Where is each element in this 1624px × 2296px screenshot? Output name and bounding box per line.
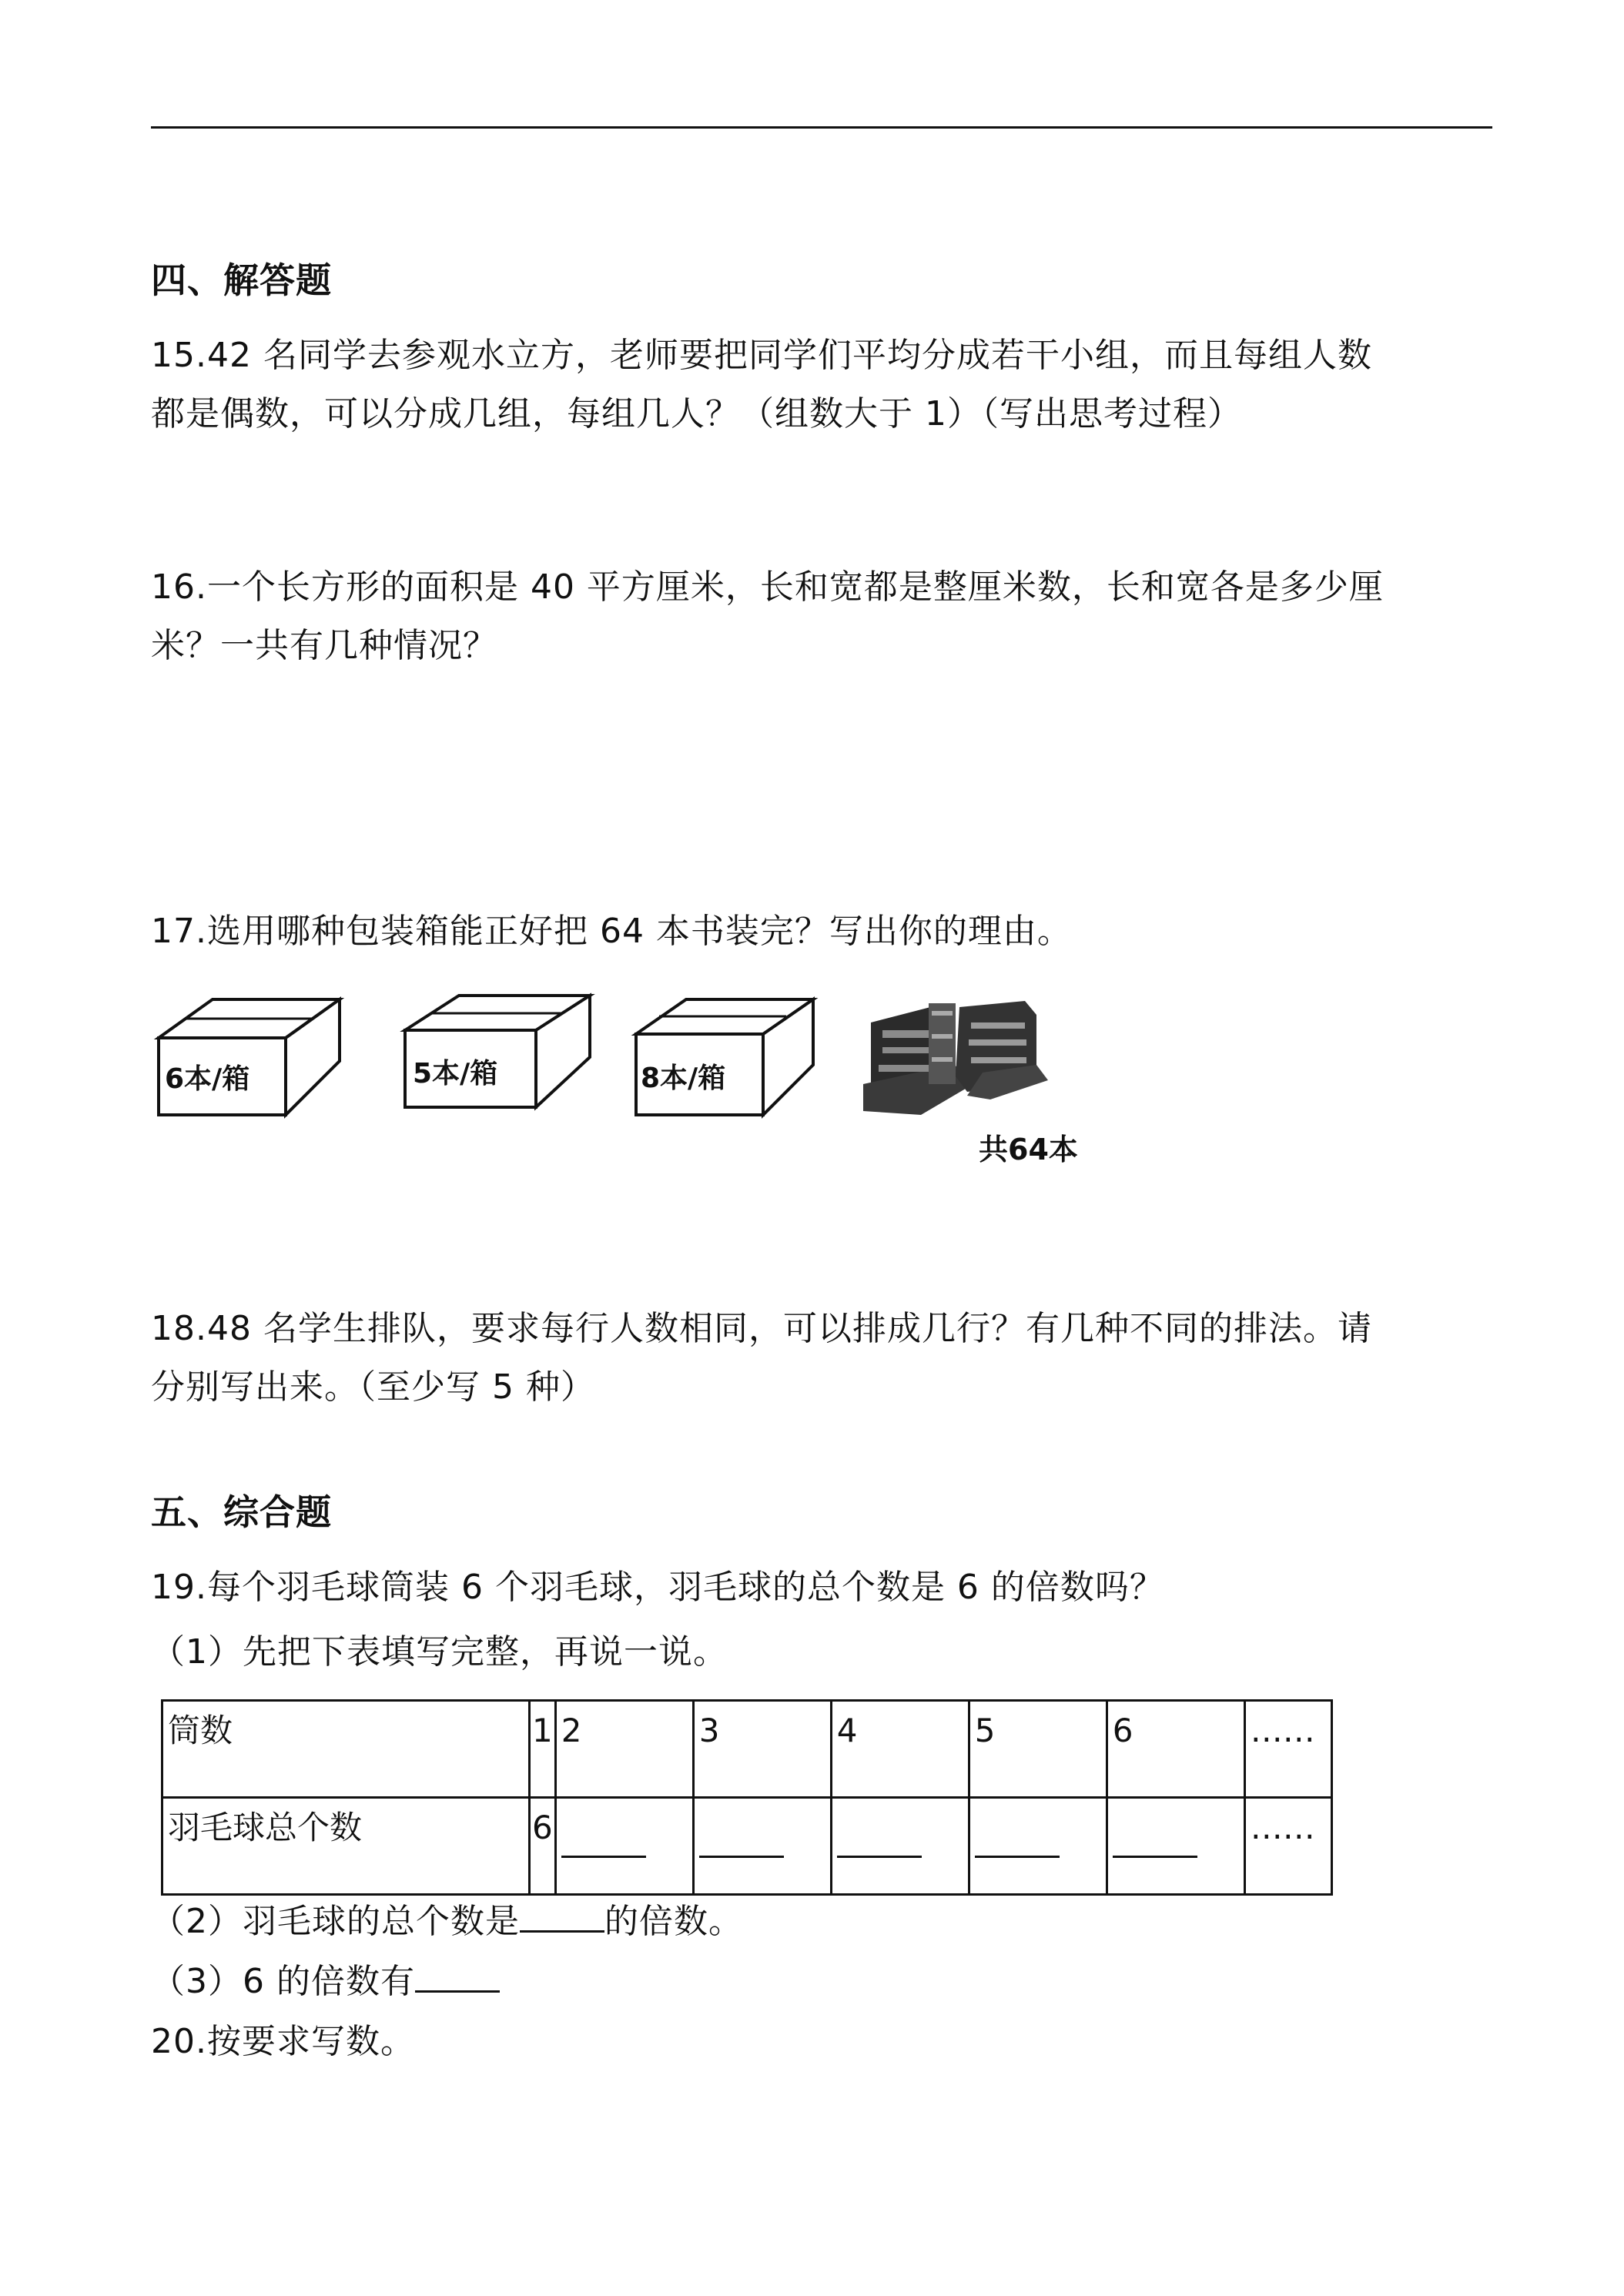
answer-blank[interactable] xyxy=(520,1899,604,1933)
table-cell: 1 xyxy=(530,1701,556,1798)
table-cell: 3 xyxy=(693,1701,831,1798)
table-row xyxy=(162,1701,1332,1798)
table-cell-blank[interactable] xyxy=(1107,1798,1244,1895)
question-18-line-1: 18.48 名学生排队，要求每行人数相同，可以排成几行？有几种不同的排法。请 xyxy=(151,1309,1372,1348)
box-label-2: 5本/箱 xyxy=(413,1058,498,1089)
box-label-3: 8本/箱 xyxy=(641,1063,726,1094)
table-cell: 6 xyxy=(530,1798,556,1895)
section-heading-4: 四、解答题 xyxy=(151,259,332,301)
box-6-per-case xyxy=(159,999,340,1115)
question-20: 20.按要求写数。 xyxy=(151,2022,415,2061)
question-19: 19.每个羽毛球筒装 6 个羽毛球，羽毛球的总个数是 6 的倍数吗？ xyxy=(151,1568,1164,1607)
table-cell: 6 xyxy=(1107,1701,1244,1798)
question-15-line-2: 都是偶数，可以分成几组，每组几人？（组数大于 1）（写出思考过程） xyxy=(151,394,1242,433)
question-19-part-2 xyxy=(151,1893,743,1951)
packaging-figure xyxy=(151,992,1152,1184)
table-cell-blank[interactable] xyxy=(831,1798,969,1895)
part-2-text-a: （2）羽毛球的总个数是 xyxy=(151,1902,520,1941)
box-8-per-case xyxy=(636,999,813,1115)
table-cell: 2 xyxy=(555,1701,693,1798)
answer-blank[interactable] xyxy=(561,1828,646,1858)
table-cell-blank[interactable] xyxy=(969,1798,1107,1895)
table-header-cell: 羽毛球总个数 xyxy=(162,1798,530,1895)
table-row xyxy=(162,1798,1332,1895)
badminton-table xyxy=(161,1699,1333,1896)
table-cell-blank[interactable] xyxy=(555,1798,693,1895)
books-stack-image xyxy=(863,1001,1078,1166)
top-rule xyxy=(151,126,1492,129)
table-cell: …… xyxy=(1244,1798,1331,1895)
question-17: 17.选用哪种包装箱能正好把 64 本书装完？写出你的理由。 xyxy=(151,912,1072,951)
box-label-1: 6本/箱 xyxy=(165,1063,250,1095)
section-heading-5: 五、综合题 xyxy=(151,1491,332,1533)
question-16-line-1: 16.一个长方形的面积是 40 平方厘米，长和宽都是整厘米数，长和宽各是多少厘 xyxy=(151,567,1384,607)
question-18-line-2: 分别写出来。（至少写 5 种） xyxy=(151,1367,595,1407)
table-cell: …… xyxy=(1244,1701,1331,1798)
answer-blank[interactable] xyxy=(699,1828,784,1858)
answer-blank[interactable] xyxy=(975,1828,1060,1858)
answer-blank[interactable] xyxy=(415,1960,500,1993)
table-cell-blank[interactable] xyxy=(693,1798,831,1895)
question-16-line-2: 米？一共有几种情况？ xyxy=(151,626,497,665)
table-header-cell: 筒数 xyxy=(162,1701,530,1798)
question-19-part-1: （1）先把下表填写完整，再说一说。 xyxy=(151,1632,728,1672)
part-2-text-b: 的倍数。 xyxy=(604,1902,743,1941)
books-caption: 共64本 xyxy=(979,1133,1078,1166)
box-5-per-case xyxy=(405,996,590,1107)
table-cell: 4 xyxy=(831,1701,969,1798)
question-19-part-3 xyxy=(151,1953,500,2011)
part-3-text: （3）6 的倍数有 xyxy=(151,1962,415,2001)
table-cell: 5 xyxy=(969,1701,1107,1798)
answer-blank[interactable] xyxy=(837,1828,922,1858)
question-15-line-1: 15.42 名同学去参观水立方，老师要把同学们平均分成若干小组，而且每组人数 xyxy=(151,336,1372,375)
answer-blank[interactable] xyxy=(1113,1828,1197,1858)
